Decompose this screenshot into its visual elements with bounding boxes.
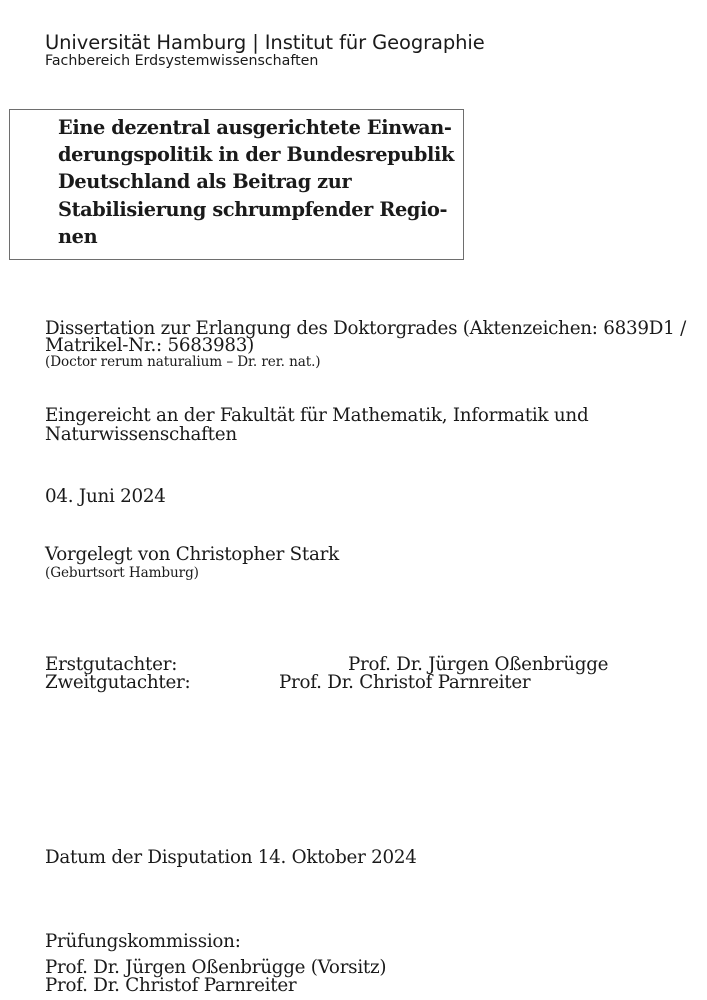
committee-heading: Prüfungskommission: (45, 931, 241, 952)
title-line-2: derungspolitik in der Bundesrepublik (58, 143, 455, 166)
birthplace-note: (Geburtsort Hamburg) (45, 565, 199, 581)
title-line-1: Eine dezentral ausgerichtete Einwan- (58, 116, 452, 139)
submission-line-2: Naturwissenschaften (45, 424, 237, 445)
department-subheader: Fachbereich Erdsystemwissenschaften (45, 53, 319, 69)
dissertation-line-2: Matrikel-Nr.: 5683983) (45, 335, 255, 356)
committee-member: Prof. Dr. Christof Parnreiter (45, 975, 297, 996)
title-line-5: nen (58, 225, 98, 248)
second-reviewer-name: Prof. Dr. Christof Parnreiter (279, 672, 531, 693)
title-line-4: Stabilisierung schrumpfender Regio- (58, 198, 448, 221)
first-reviewer-label: Erstgutachter: (45, 654, 178, 675)
degree-note: (Doctor rerum naturalium – Dr. rer. nat.) (45, 354, 321, 370)
second-reviewer-label: Zweitgutachter: (45, 672, 191, 693)
disputation-date: Datum der Disputation 14. Oktober 2024 (45, 847, 417, 868)
committee-member: Prof. Dr. Jürgen Oßenbrügge (Vorsitz) (45, 957, 387, 978)
author-line: Vorgelegt von Christopher Stark (45, 544, 339, 565)
submission-line-1: Eingereicht an der Fakultät für Mathematik, Informatik und (45, 405, 589, 426)
first-reviewer-name: Prof. Dr. Jürgen Oßenbrügge (348, 654, 609, 675)
title-line-3: Deutschland als Beitrag zur (58, 170, 352, 193)
institution-header: Universität Hamburg | Institut für Geographie (45, 31, 485, 54)
submission-date: 04. Juni 2024 (45, 486, 166, 507)
dissertation-line-1: Dissertation zur Erlangung des Doktorgrades (Aktenzeichen: 6839D1 / (45, 318, 687, 339)
